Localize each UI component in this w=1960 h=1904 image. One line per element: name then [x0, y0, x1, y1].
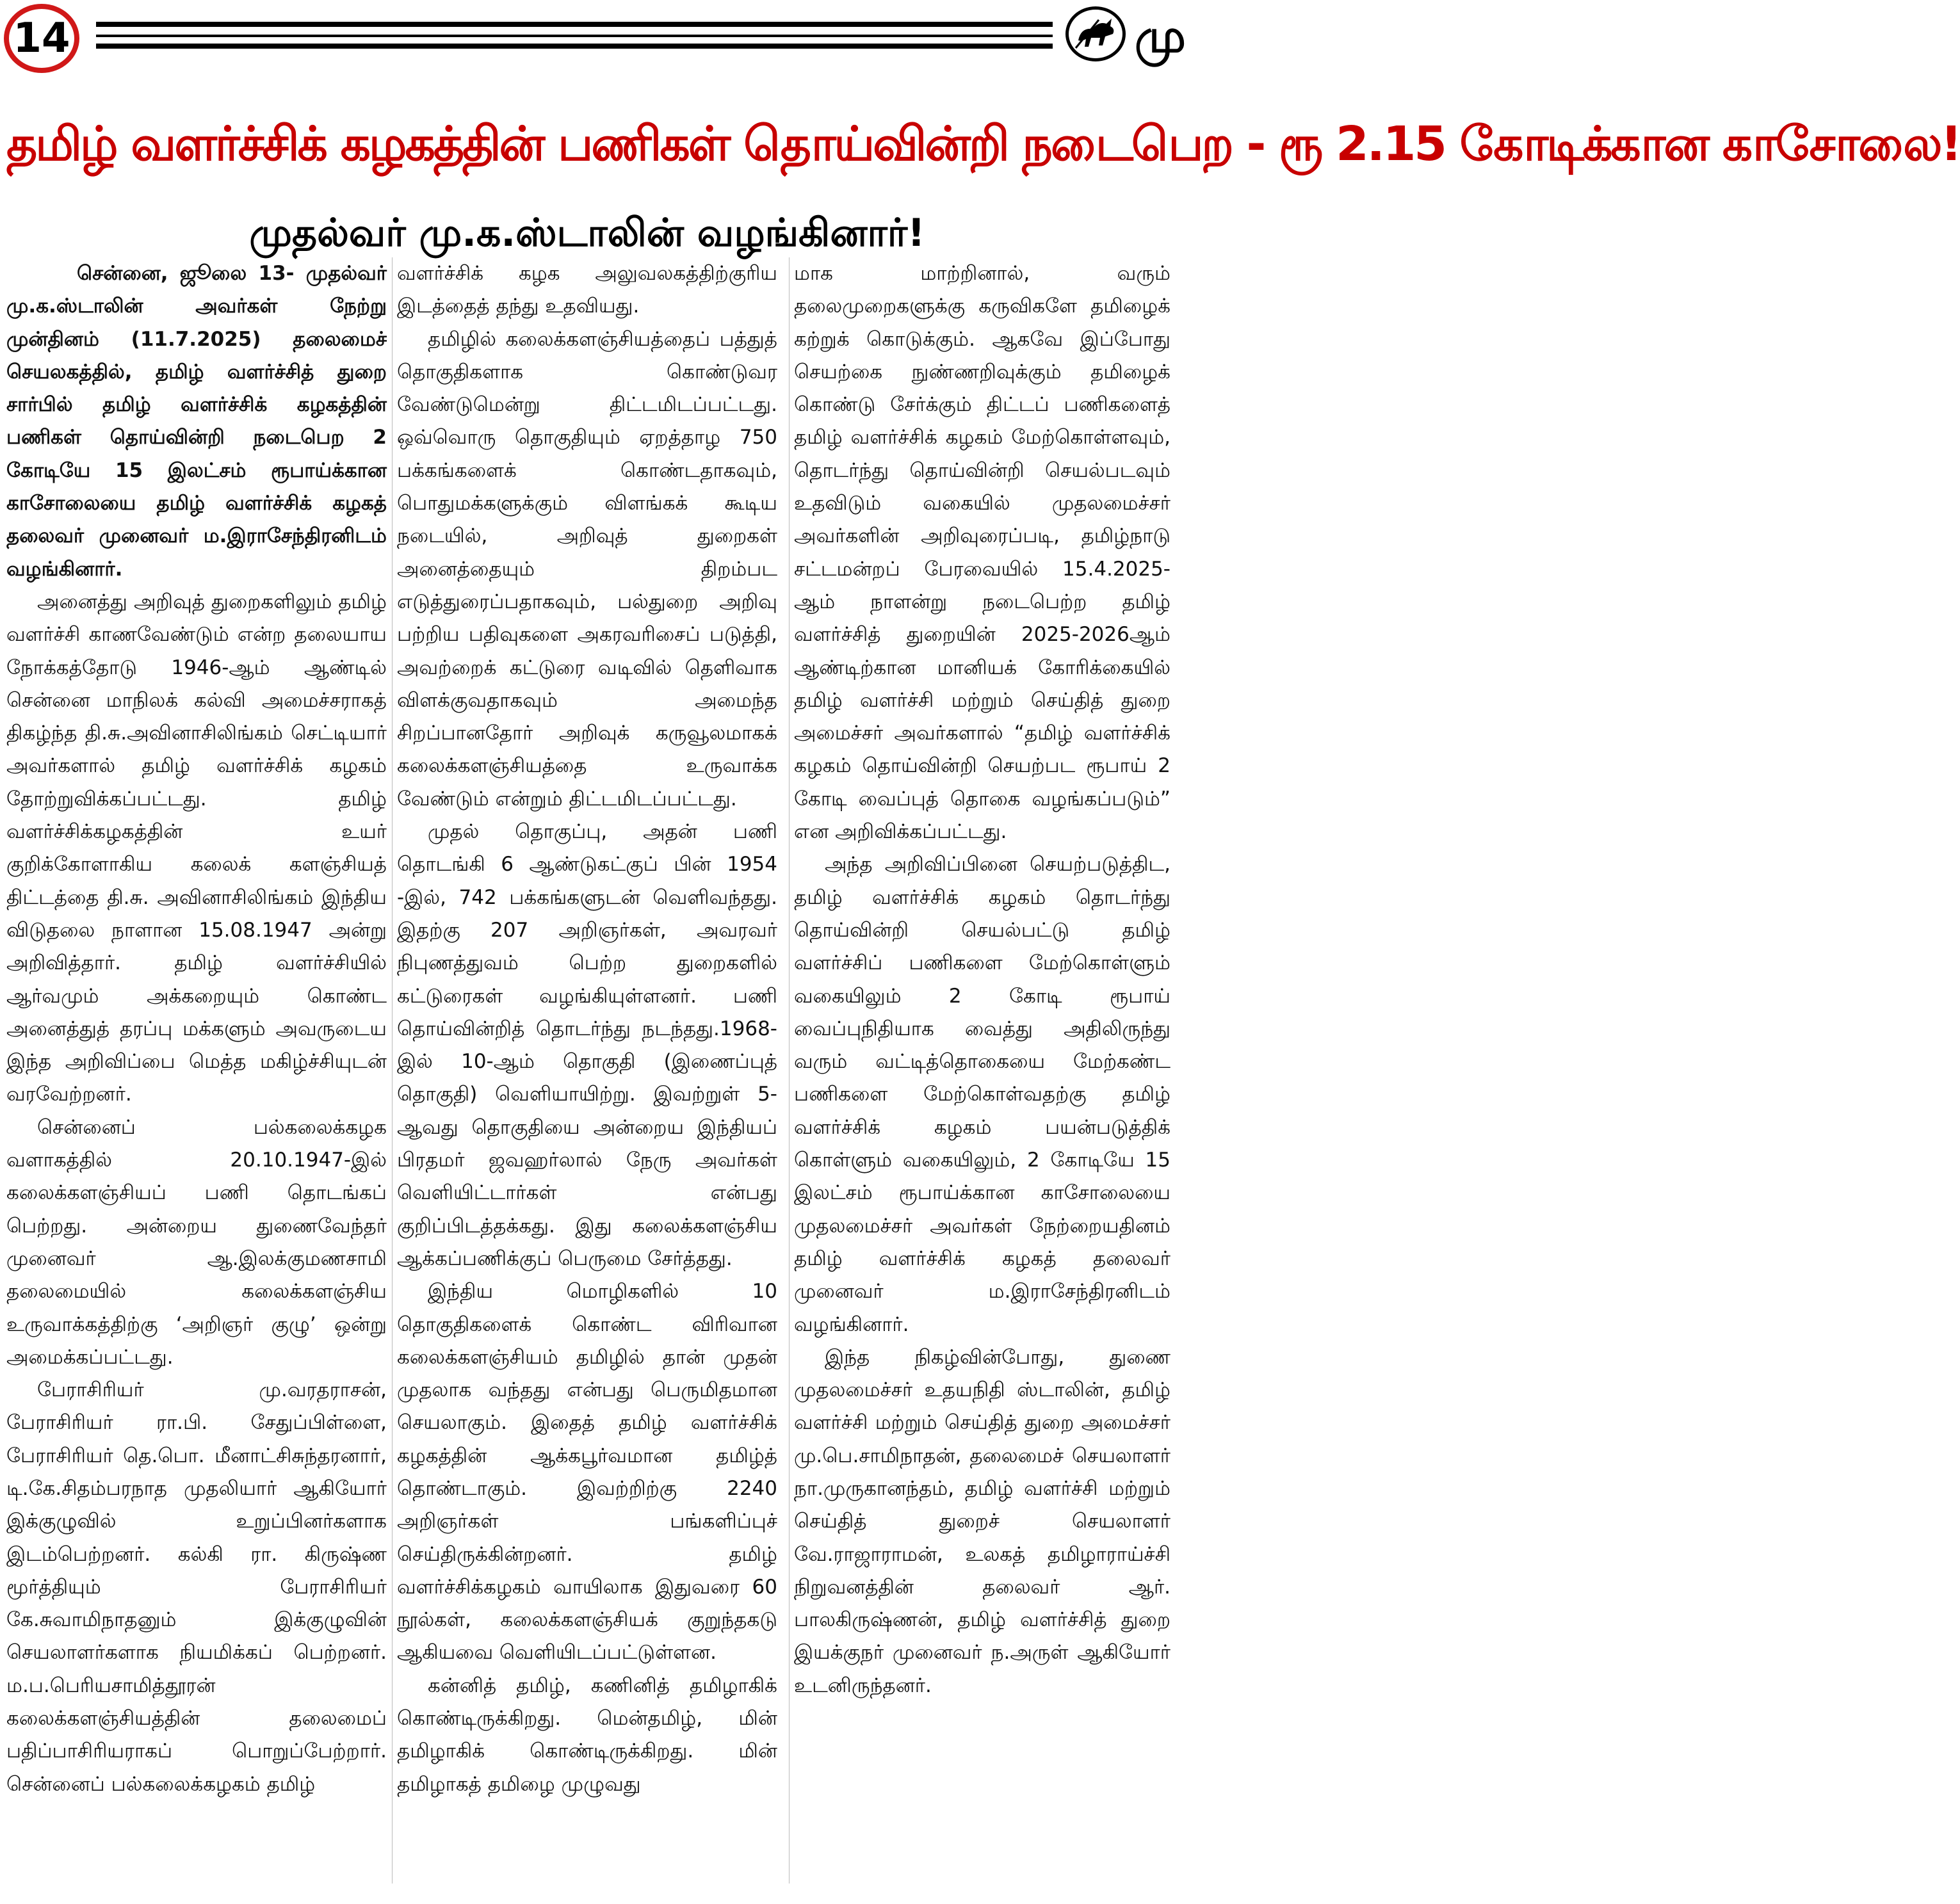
bull-emblem-icon [1065, 6, 1126, 61]
column-divider [392, 257, 393, 1884]
article-column-3 [794, 257, 1170, 1896]
subheadline: முதல்வர் மு.க.ஸ்டாலின் வழங்கினார்! [249, 211, 925, 255]
paragraph: முதல் தொகுப்பு, அதன் பணி தொடங்கி 6 ஆண்டுகட்குப் பின் 1954 -இல், 742 பக்கங்களுடன் வெளிவந்தது. இதற்கு 207 அறிஞர்கள், அவரவர் நிபுணத்துவம் பெற்ற துறைகளில் கட்டுரைகள் வழங்கியுள்ளனர். பணி தொய்வின்றித் தொடர்ந்து நடந்தது.1968-இல் 10-ஆம் தொகுதி (இணைப்புத் தொகுதி) வெளியாயிற்று. இவற்றுள் 5-ஆவது தொகுதியை அன்றைய இந்தியப் பிரதமர் ஜவஹர்லால் நேரு அவர்கள் வெளியிட்டார்கள் என்பது குறிப்பிடத்தக்கது. இது கலைக்களஞ்சிய ஆக்கப்பணிக்குப் பெருமை சேர்த்தது. [397, 820, 777, 1270]
paragraph: அந்த அறிவிப்பினை செயற்படுத்திட, தமிழ் வளர்ச்சிக் கழகம் தொடர்ந்து தொய்வின்றி செயல்பட்டு தமிழ் வளர்ச்சிப் பணிகளை மேற்கொள்ளும் வகையிலும் 2 கோடி ரூபாய் வைப்புநிதியாக வைத்து அதிலிருந்து வரும் வட்டித்தொகையை மேற்கண்ட பணிகளை மேற்கொள்வதற்கு தமிழ் வளர்ச்சிக் கழகம் பயன்படுத்திக் கொள்ளும் வகையிலும், 2 கோடியே 15 இலட்சம் ரூபாய்க்கான காசோலையை முதலமைச்சர் அவர்கள் நேற்றையதினம் தமிழ் வளர்ச்சிக் கழகத் தலைவர் முனைவர் ம.இராசேந்திரனிடம் வழங்கினார். [794, 853, 1170, 1336]
column-divider [789, 257, 790, 1884]
masthead-rule [96, 35, 1053, 37]
paragraph: வளர்ச்சிக் கழக அலுவலகத்திற்குரிய இடத்தைத் தந்து உதவியது. [397, 262, 777, 318]
paragraph: இந்த நிகழ்வின்போது, துணை முதலமைச்சர் உதயநிதி ஸ்டாலின், தமிழ் வளர்ச்சி மற்றும் செய்தித் துறை அமைச்சர் மு.பெ.சாமிநாதன், தலைமைச் செயலாளர் நா.முருகானந்தம், தமிழ் வளர்ச்சி மற்றும் செய்தித் துறைச் செயலாளர் வே.ராஜாராமன், உலகத் தமிழாராய்ச்சி நிறுவனத்தின் தலைவர் ஆர். பாலகிருஷ்ணன், தமிழ் வளர்ச்சித் துறை இயக்குநர் முனைவர் ந.அருள் ஆகியோர் உடனிருந்தனர். [794, 1345, 1170, 1697]
masthead-title: மு [1135, 9, 1186, 63]
masthead-rule [96, 22, 1053, 27]
paragraph: தமிழில் கலைக்களஞ்சியத்தைப் பத்துத் தொகுதிகளாக கொண்டுவர வேண்டுமென்று திட்டமிடப்பட்டது. ஒவ்வொரு தொகுதியும் ஏறத்தாழ 750 பக்கங்களைக் கொண்டதாகவும், பொதுமக்களுக்கும் விளங்கக் கூடிய நடையில், அறிவுத் துறைகள் அனைத்தையும் திறம்பட எடுத்துரைப்பதாகவும், பல்துறை அறிவு பற்றிய பதிவுகளை அகரவரிசைப் படுத்தி, அவற்றைக் கட்டுரை வடிவில் தெளிவாக விளக்குவதாகவும் அமைந்த சிறப்பானதோர் அறிவுக் கருவூலமாகக் கலைக்களஞ்சியத்தை உருவாக்க வேண்டும் என்றும் திட்டமிடப்பட்டது. [397, 327, 777, 811]
paragraph: சென்னைப் பல்கலைக்கழக வளாகத்தில் 20.10.1947-இல் கலைக்களஞ்சியப் பணி தொடங்கப் பெற்றது. அன்றைய துணைவேந்தர் முனைவர் ஆ.இலக்குமணசாமி தலைமையில் கலைக்களஞ்சிய உருவாக்கத்திற்கு ‘அறிஞர் குழு’ ஒன்று அமைக்கப்பட்டது. [6, 1115, 387, 1369]
paragraph: மாக மாற்றினால், வரும் தலைமுறைகளுக்கு கருவிகளே தமிழைக் கற்றுக் கொடுக்கும். ஆகவே இப்போது செயற்கை நுண்ணறிவுக்கும் தமிழைக் கொண்டு சேர்க்கும் திட்டப் பணிகளைத் தமிழ் வளர்ச்சிக் கழகம் மேற்கொள்ளவும், தொடர்ந்து தொய்வின்றி செயல்படவும் உதவிடும் வகையில் முதலமைச்சர் அவர்களின் அறிவுரைப்படி, தமிழ்நாடு சட்டமன்றப் பேரவையில் 15.4.2025-ஆம் நாளன்று நடைபெற்ற தமிழ் வளர்ச்சித் துறையின் 2025-2026ஆம் ஆண்டிற்கான மானியக் கோரிக்கையில் தமிழ் வளர்ச்சி மற்றும் செய்தித் துறை அமைச்சர் அவர்களால் “தமிழ் வளர்ச்சிக் கழகம் தொய்வின்றி செயற்பட ரூபாய் 2 கோடி வைப்புத் தொகை வழங்கப்படும்” என அறிவிக்கப்பட்டது. [794, 262, 1170, 844]
lead-paragraph: சென்னை, ஜூலை 13- முதல்வர் மு.க.ஸ்டாலின் அவர்கள் நேற்று முன்தினம் (11.7.2025) தலைமைச் செயலகத்தில், தமிழ் வளர்ச்சித் துறை சார்பில் தமிழ் வளர்ச்சிக் கழகத்தின் பணிகள் தொய்வின்றி நடைபெற 2 கோடியே 15 இலட்சம் ரூபாய்க்கான காசோலையை தமிழ் வளர்ச்சிக் கழகத் தலைவர் முனைவர் ம.இராசேந்திரனிடம் வழங்கினார். [6, 262, 387, 581]
headline: தமிழ் வளர்ச்சிக் கழகத்தின் பணிகள் தொய்வின்றி நடைபெற - ரூ 2.15 கோடிக்கான காசோலை! [6, 117, 1960, 172]
article-column-2 [397, 257, 777, 1896]
article-column-1 [6, 257, 387, 1896]
paragraph: அனைத்து அறிவுத் துறைகளிலும் தமிழ் வளர்ச்சி காணவேண்டும் என்ற தலையாய நோக்கத்தோடு 1946-ஆம் ஆண்டில் சென்னை மாநிலக் கல்வி அமைச்சராகத் திகழ்ந்த தி.சு.அவினாசிலிங்கம் செட்டியார் அவர்களால் தமிழ் வளர்ச்சிக் கழகம் தோற்றுவிக்கப்பட்டது. தமிழ் வளர்ச்சிக்கழகத்தின் உயர் குறிக்கோளாகிய கலைக் களஞ்சியத் திட்டத்தை தி.சு. அவினாசிலிங்கம் இந்திய விடுதலை நாளான 15.08.1947 அன்று அறிவித்தார். தமிழ் வளர்ச்சியில் ஆர்வமும் அக்கறையும் கொண்ட அனைத்துத் தரப்பு மக்களும் அவருடைய இந்த அறிவிப்பை மெத்த மகிழ்ச்சியுடன் வரவேற்றனர். [6, 590, 387, 1106]
paragraph: பேராசிரியர் மு.வரதராசன், பேராசிரியர் ரா.பி. சேதுப்பிள்ளை, பேராசிரியர் தெ.பொ. மீனாட்சிசுந்தரனார், டி.கே.சிதம்பரநாத முதலியார் ஆகியோர் இக்குழுவில் உறுப்பினர்களாக இடம்பெற்றனர். கல்கி ரா. கிருஷ்ண மூர்த்தியும் பேராசிரியர் கே.சுவாமிநாதனும் இக்குழுவின் செயலாளர்களாக நியமிக்கப் பெற்றனர். ம.ப.பெரியசாமித்தூரன் கலைக்களஞ்சியத்தின் தலைமைப் பதிப்பாசிரியராகப் பொறுப்பேற்றார். சென்னைப் பல்கலைக்கழகம் தமிழ் [6, 1378, 387, 1796]
page-number: 14 [4, 4, 79, 73]
paragraph: இந்திய மொழிகளில் 10 தொகுதிகளைக் கொண்ட விரிவான கலைக்களஞ்சியம் தமிழில் தான் முதன் முதலாக வந்தது என்பது பெருமிதமான செயலாகும். இதைத் தமிழ் வளர்ச்சிக் கழகத்தின் ஆக்கபூர்வமான தமிழ்த் தொண்டாகும். இவற்றிற்கு 2240 அறிஞர்கள் பங்களிப்புச் செய்திருக்கின்றனர். தமிழ் வளர்ச்சிக்கழகம் வாயிலாக இதுவரை 60 நூல்கள், கலைக்களஞ்சியக் குறுந்தகடு ஆகியவை வெளியிடப்பட்டுள்ளன. [397, 1280, 777, 1665]
paragraph: கன்னித் தமிழ், கணினித் தமிழாகிக் கொண்டிருக்கிறது. மென்தமிழ், மின் தமிழாகிக் கொண்டிருக்கிறது. மின் தமிழாகத் தமிழை முழுவது [397, 1674, 777, 1796]
masthead-rule [96, 44, 1053, 49]
